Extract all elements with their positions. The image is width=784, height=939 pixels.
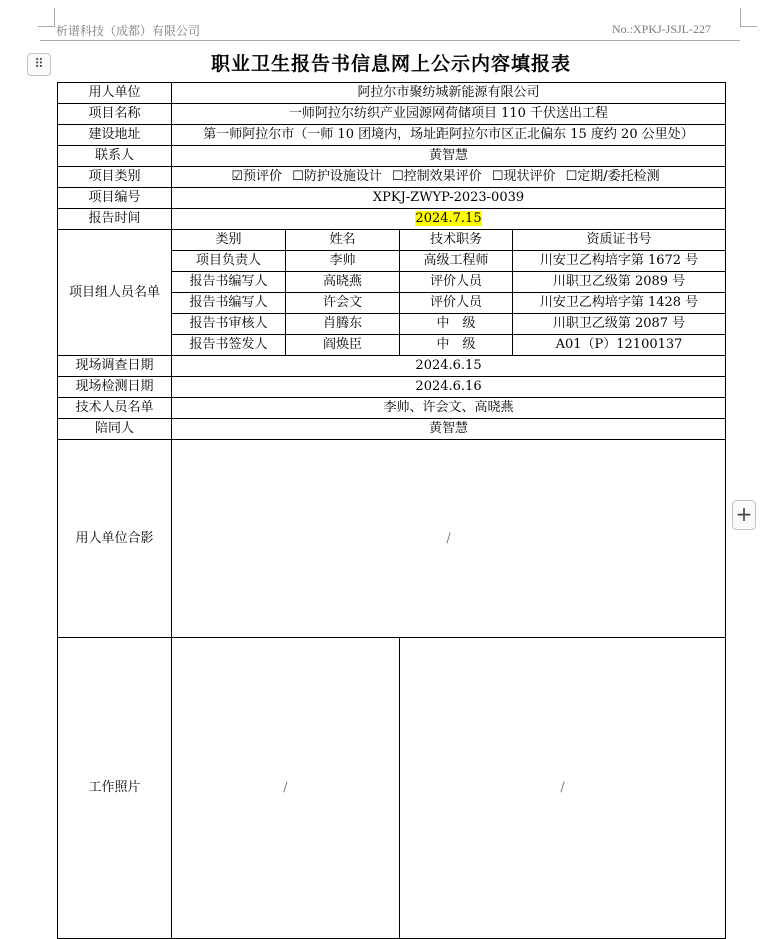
checkbox-icon[interactable]: ☐ [491, 169, 504, 184]
team-cell-title[interactable]: 高级工程师 [400, 251, 513, 272]
team-cell-cert[interactable]: 川安卫乙构培字第 1672 号 [513, 251, 726, 272]
team-cell-cert[interactable]: A01（P）12100137 [513, 335, 726, 356]
team-cell-category[interactable]: 报告书签发人 [172, 335, 286, 356]
page-corner-mark-left [38, 8, 55, 27]
group-photo-value[interactable]: / [172, 440, 726, 638]
project-name-label: 项目名称 [58, 104, 172, 125]
tech-staff-value[interactable]: 李帅、许会文、高晓燕 [172, 398, 726, 419]
checkbox-icon[interactable]: ☐ [565, 169, 578, 184]
category-option-status[interactable]: ☐现状评价 [491, 169, 556, 184]
row-accompany [58, 419, 726, 440]
address-label: 建设地址 [58, 125, 172, 146]
team-cell-cert[interactable]: 川职卫乙级第 2087 号 [513, 314, 726, 335]
document-number: No.:XPKJ-JSJL-227 [612, 22, 712, 36]
checkbox-icon[interactable]: ☐ [391, 169, 404, 184]
row-work-photo [58, 638, 726, 939]
survey-date-label: 现场调查日期 [58, 356, 172, 377]
row-project-no [58, 188, 726, 209]
team-header-name: 姓名 [286, 230, 400, 251]
team-cell-title[interactable]: 评价人员 [400, 293, 513, 314]
row-report-time [58, 209, 726, 230]
page-title: 职业卫生报告书信息网上公示内容填报表 [210, 53, 571, 75]
report-time-cell[interactable] [172, 209, 726, 230]
category-options [172, 167, 726, 188]
work-photo-left[interactable]: / [172, 638, 400, 939]
team-cell-category[interactable]: 报告书编写人 [172, 272, 286, 293]
table-drag-handle-icon[interactable]: ⠿ [27, 53, 51, 76]
work-photo-right[interactable]: / [400, 638, 726, 939]
team-cell-title[interactable]: 中 级 [400, 335, 513, 356]
test-date-value[interactable]: 2024.6.16 [172, 377, 726, 398]
page-corner-mark-right [740, 8, 757, 27]
team-cell-name[interactable]: 阎焕臣 [286, 335, 400, 356]
tech-staff-label: 技术人员名单 [58, 398, 172, 419]
team-cell-name[interactable]: 李帅 [286, 251, 400, 272]
row-group-photo [58, 440, 726, 638]
team-cell-category[interactable]: 报告书编写人 [172, 293, 286, 314]
contact-value[interactable]: 黄智慧 [172, 146, 726, 167]
header-divider [40, 40, 740, 41]
category-option-protection-design[interactable]: ☐防护设施设计 [292, 169, 382, 184]
accompany-value[interactable]: 黄智慧 [172, 419, 726, 440]
category-option-pre-evaluation[interactable]: ☑预评价 [231, 169, 283, 184]
category-option-control-effect[interactable]: ☐控制效果评价 [391, 169, 482, 184]
work-photo-label: 工作照片 [58, 638, 172, 939]
team-cell-cert[interactable]: 川安卫乙构培字第 1428 号 [513, 293, 726, 314]
row-contact [58, 146, 726, 167]
row-project-name [58, 104, 726, 125]
team-cell-category[interactable]: 项目负责人 [172, 251, 286, 272]
checkbox-checked-icon[interactable]: ☑ [231, 169, 244, 184]
team-header-title: 技术职务 [400, 230, 513, 251]
team-header-row [58, 230, 726, 251]
category-option-periodic-test[interactable]: ☐定期/委托检测 [565, 169, 660, 184]
team-cell-cert[interactable]: 川职卫乙级第 2089 号 [513, 272, 726, 293]
test-date-label: 现场检测日期 [58, 377, 172, 398]
row-address [58, 125, 726, 146]
team-cell-name[interactable]: 许会文 [286, 293, 400, 314]
report-time-label: 报告时间 [58, 209, 172, 230]
project-no-value[interactable]: XPKJ-ZWYP-2023-0039 [172, 188, 726, 209]
group-photo-label: 用人单位合影 [58, 440, 172, 638]
team-cell-category[interactable]: 报告书审核人 [172, 314, 286, 335]
company-header: 析谱科技（成都）有限公司 [56, 24, 201, 38]
info-form-table [57, 82, 726, 939]
survey-date-value[interactable]: 2024.6.15 [172, 356, 726, 377]
team-label: 项目组人员名单 [58, 230, 172, 356]
row-survey-date [58, 356, 726, 377]
employer-label: 用人单位 [58, 83, 172, 104]
team-header-cert: 资质证书号 [513, 230, 726, 251]
project-no-label: 项目编号 [58, 188, 172, 209]
row-category [58, 167, 726, 188]
team-header-category: 类别 [172, 230, 286, 251]
add-column-button[interactable]: + [732, 500, 756, 530]
team-cell-title[interactable]: 评价人员 [400, 272, 513, 293]
team-cell-name[interactable]: 高晓燕 [286, 272, 400, 293]
employer-value[interactable]: 阿拉尔市聚纺城新能源有限公司 [172, 83, 726, 104]
report-time-value: 2024.7.15 [415, 211, 482, 226]
row-employer [58, 83, 726, 104]
checkbox-icon[interactable]: ☐ [292, 169, 304, 184]
team-cell-title[interactable]: 中 级 [400, 314, 513, 335]
category-label: 项目类别 [58, 167, 172, 188]
contact-label: 联系人 [58, 146, 172, 167]
row-tech-staff [58, 398, 726, 419]
team-cell-name[interactable]: 肖腾东 [286, 314, 400, 335]
accompany-label: 陪同人 [58, 419, 172, 440]
address-value[interactable]: 第一师阿拉尔市（一师 10 团境内，场址距阿拉尔市区正北偏东 15 度约 20 公里处） [172, 125, 726, 146]
row-test-date [58, 377, 726, 398]
project-name-value[interactable]: 一师阿拉尔纺织产业园源网荷储项目 110 千伏送出工程 [172, 104, 726, 125]
